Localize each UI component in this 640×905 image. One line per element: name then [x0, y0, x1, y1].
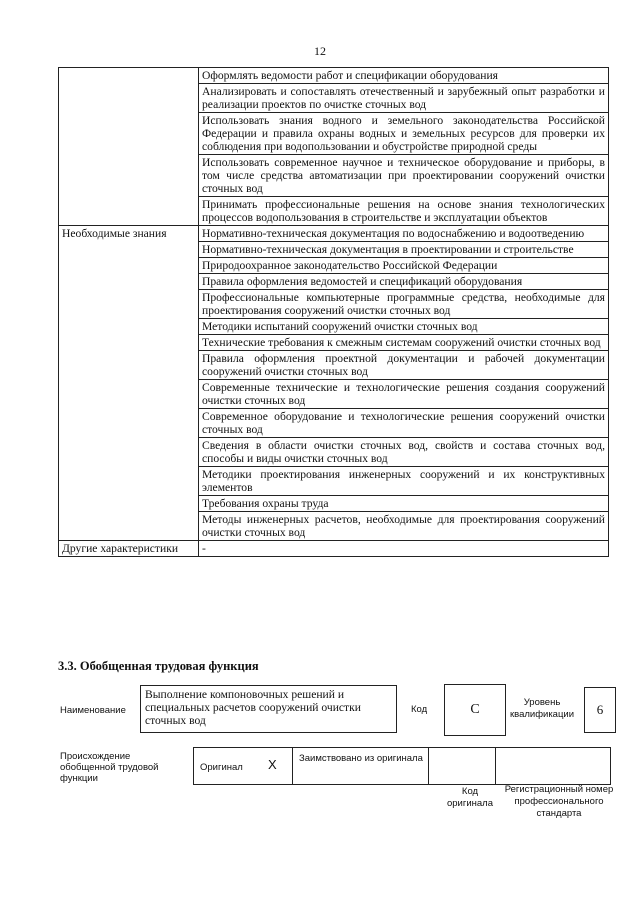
- table-cell: Технические требования к смежным системам сооружений очистки сточных вод: [199, 335, 609, 351]
- table-row: [59, 68, 609, 84]
- original-label: Оригинал: [200, 762, 243, 773]
- name-label: Наименование: [60, 705, 126, 716]
- table-cell: Методы инженерных расчетов, необходимые для проектирования сооружений очистки сточных вод: [199, 512, 609, 541]
- row-label-other: Другие характеристики: [59, 541, 199, 557]
- table-cell: Методики испытаний сооружений очистки сточных вод: [199, 319, 609, 335]
- origin-label: Происхождение обобщенной трудовой функции: [60, 751, 159, 784]
- table-cell: Использовать современное научное и техническое оборудование и приборы, в том числе средства автоматизации при проектировании сооружений очистки сточных вод: [199, 155, 609, 197]
- table-cell: Анализировать и сопоставлять отечественный и зарубежный опыт разработки и реализации проектов по очистке сточных вод: [199, 84, 609, 113]
- level-value: 6: [584, 687, 616, 733]
- origin-row: [193, 747, 611, 785]
- skills-knowledge-table: [58, 67, 609, 557]
- section-heading: 3.3. Обобщенная трудовая функция: [58, 659, 259, 673]
- original-cell: [194, 748, 293, 784]
- table-cell: Современное оборудование и технологические решения сооружений очистки сточных вод: [199, 409, 609, 438]
- reg-number-label: Регистрационный номер профессионального стандарта: [504, 784, 614, 819]
- table-cell: Требования охраны труда: [199, 496, 609, 512]
- reg-number-cell: [496, 748, 610, 784]
- name-value: Выполнение компоновочных решений и специальных расчетов сооружений очистки сточных вод: [145, 688, 361, 727]
- original-mark: X: [268, 757, 277, 772]
- table-cell: Природоохранное законодательство Российской Федерации: [199, 258, 609, 274]
- code-value: С: [444, 684, 506, 736]
- table-row: [59, 226, 609, 242]
- original-code-cell: [429, 748, 496, 784]
- row-label-skills: [59, 68, 199, 226]
- level-label: Уровень квалификации: [509, 697, 575, 720]
- table-cell: Профессиональные компьютерные программные средства, необходимые для проектирования сооружений очистки сточных вод: [199, 290, 609, 319]
- table-row: [59, 541, 609, 557]
- table-cell: -: [199, 541, 609, 557]
- table-cell: Сведения в области очистки сточных вод, свойств и состава сточных вод, способы и виды очистки сточных вод: [199, 438, 609, 467]
- table-cell: Нормативно-техническая документация по водоснабжению и водоотведению: [199, 226, 609, 242]
- table-cell: Методики проектирования инженерных сооружений и их конструктивных элементов: [199, 467, 609, 496]
- row-label-knowledge: Необходимые знания: [59, 226, 199, 541]
- table-cell: Правила оформления проектной документации и рабочей документации сооружений очистки сточных вод: [199, 351, 609, 380]
- table-cell: Оформлять ведомости работ и спецификации оборудования: [199, 68, 609, 84]
- table-cell: Правила оформления ведомостей и спецификаций оборудования: [199, 274, 609, 290]
- table-cell: Нормативно-техническая документация в проектировании и строительстве: [199, 242, 609, 258]
- code-label: Код: [411, 704, 428, 715]
- original-code-label: Код оригинала: [446, 786, 493, 809]
- page-number: 12: [314, 44, 326, 58]
- table-cell: Современные технические и технологические решения создания сооружений очистки сточных вод: [199, 380, 609, 409]
- table-cell: Принимать профессиональные решения на основе знания технологических процессов водопользования в строительстве и эксплуатации объектов: [199, 197, 609, 226]
- name-box: [140, 685, 397, 733]
- table-cell: Использовать знания водного и земельного законодательства Российской Федерации и правила охраны водных и земельных ресурсов для проверки их соблюдения при водопользовании и обустройстве природной среды: [199, 113, 609, 155]
- borrowed-cell: [293, 748, 429, 784]
- borrowed-label: Заимствовано из оригинала: [299, 753, 423, 764]
